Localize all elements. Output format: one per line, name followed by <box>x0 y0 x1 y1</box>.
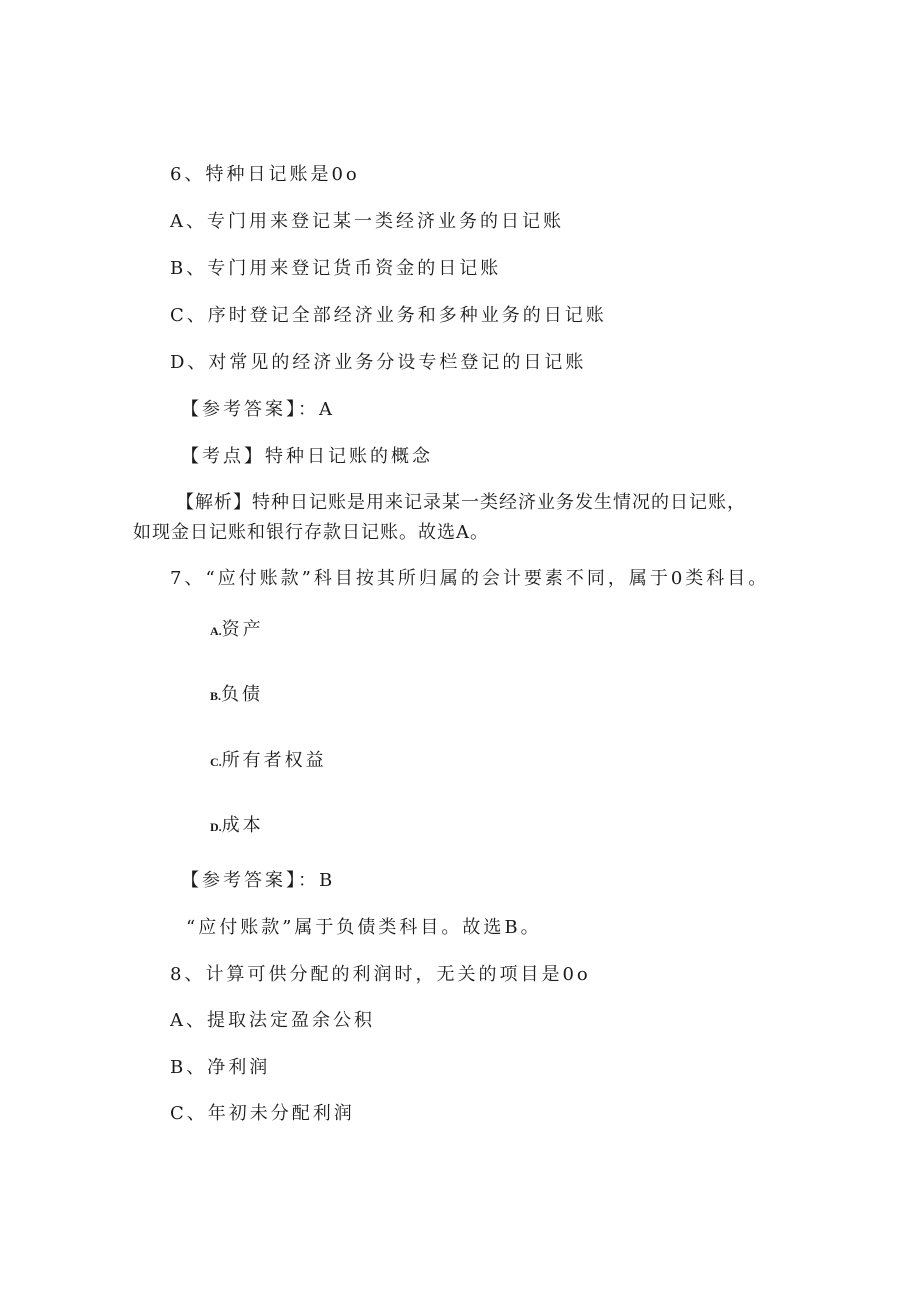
question-6-answer: 【参考答案】：A <box>181 399 335 420</box>
option-letter: B. <box>210 689 222 703</box>
option-text: 负债 <box>221 684 264 705</box>
question-8-option-b: B、净利润 <box>170 1057 271 1078</box>
option-letter: C. <box>210 755 222 769</box>
question-6-analysis-line1: 【解析】特种日记账是用来记录某一类经济业务发生情况的日记账， <box>176 492 746 513</box>
question-7-analysis: “应付账款”属于负债类科目。故选B。 <box>186 917 542 938</box>
question-8-option-a: A、提取法定盈余公积 <box>170 1010 375 1031</box>
question-7-option-c <box>210 750 327 773</box>
question-8-option-c: C、年初未分配利润 <box>170 1103 355 1124</box>
question-7-option-d <box>210 815 264 838</box>
question-7-option-b <box>210 684 263 707</box>
question-7-option-a <box>210 619 264 642</box>
question-8-stem: 8、计算可供分配的利润时，无关的项目是0o <box>170 964 591 985</box>
option-letter: A. <box>210 624 222 638</box>
question-7-stem: 7、“应付账款”科目按其所归属的会计要素不同，属于0类科目。 <box>170 568 770 589</box>
question-6-analysis-line2: 如现金日记账和银行存款日记账。故选A。 <box>133 522 489 543</box>
option-letter: D. <box>210 820 222 834</box>
option-text: 资产 <box>221 619 264 640</box>
question-6-option-b: B、专门用来登记货币资金的日记账 <box>170 258 502 279</box>
question-6-option-d: D、对常见的经济业务分设专栏登记的日记账 <box>170 352 587 373</box>
question-6-option-c: C、序时登记全部经济业务和多种业务的日记账 <box>170 305 607 326</box>
option-text: 成本 <box>221 815 264 836</box>
question-6-option-a: A、专门用来登记某一类经济业务的日记账 <box>170 211 564 232</box>
question-6-stem: 6、特种日记账是0o <box>170 164 360 185</box>
question-6-point: 【考点】特种日记账的概念 <box>181 446 433 467</box>
question-7-answer: 【参考答案】：B <box>181 870 336 891</box>
option-text: 所有者权益 <box>221 750 327 771</box>
